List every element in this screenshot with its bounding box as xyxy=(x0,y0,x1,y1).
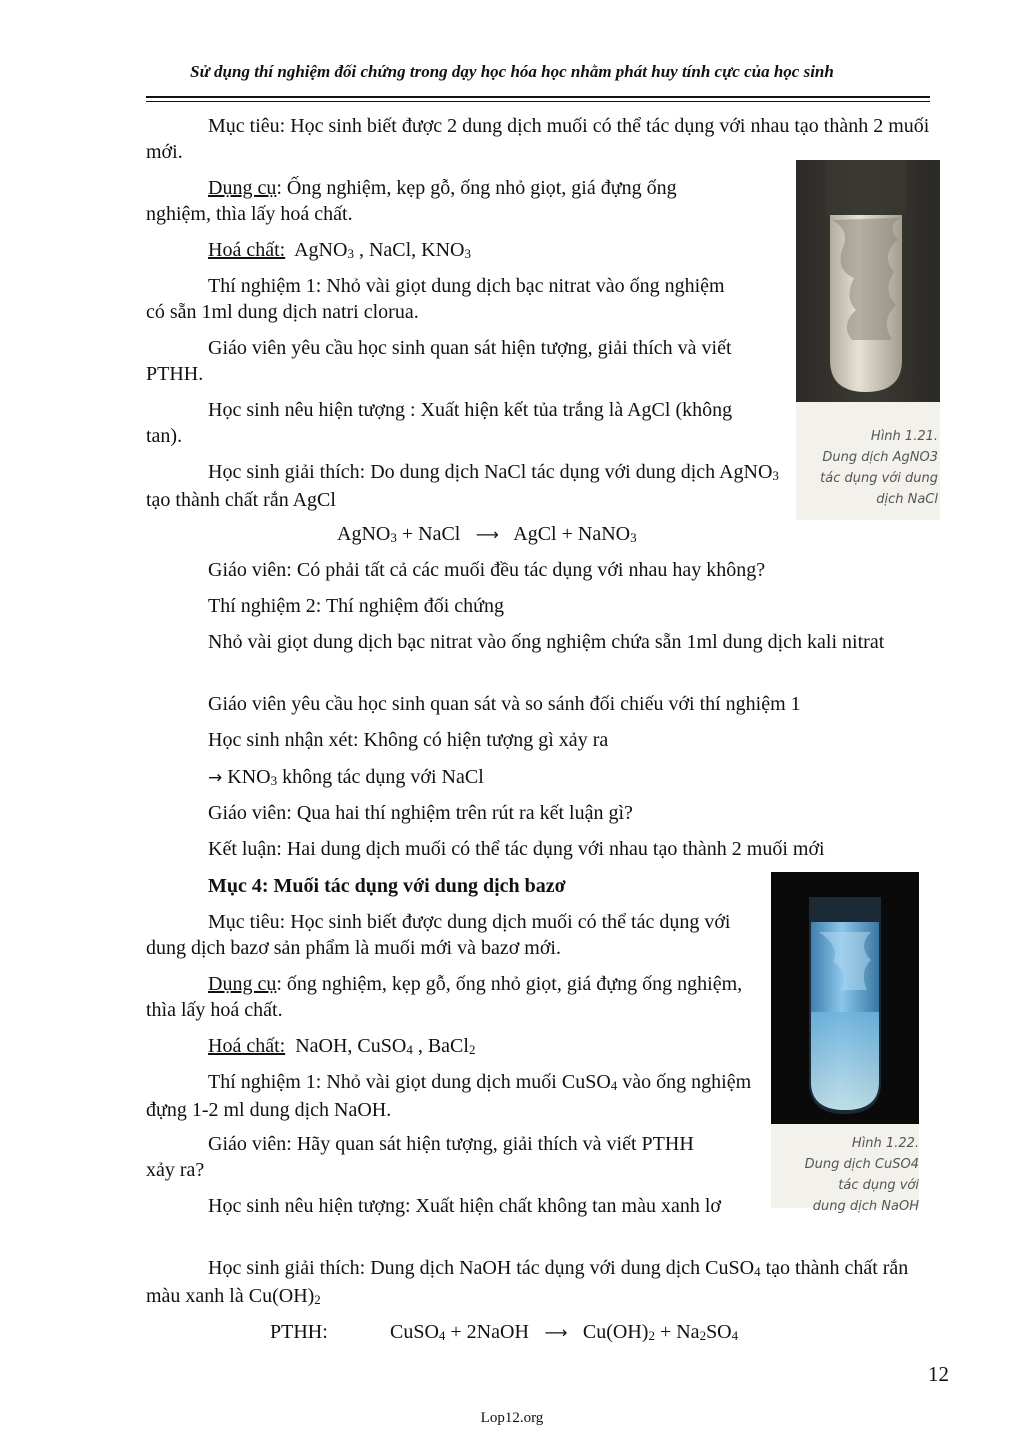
subscript: 4 xyxy=(754,1264,761,1279)
subscript: 3 xyxy=(630,530,637,545)
tools-text: : ống nghiệm, kẹp gỗ, ống nhỏ giọt, giá đựng ống nghiệm, thìa lấy hoá chất. xyxy=(146,973,743,1021)
page-number: 12 xyxy=(928,1362,949,1386)
subscript: 3 xyxy=(464,246,471,261)
reaction-arrow: ⟶ xyxy=(475,525,499,544)
caption-line: Hình 1.21. xyxy=(870,429,938,444)
explanation-text: Học sinh giải thích: Dung dịch NaOH tác dụng với dung dịch CuSO xyxy=(208,1257,755,1279)
tools-text: : Ống nghiệm, kẹp gỗ, ống nhỏ giọt, giá đựng ống nghiệm, thìa lấy hoá chất. xyxy=(146,177,677,225)
equation-2 xyxy=(390,1319,738,1347)
reactant: + NaCl xyxy=(396,523,461,545)
header-rule xyxy=(146,96,930,98)
objective-paragraph: Mục tiêu: Học sinh biết được 2 dung dịch muối có thể tác dụng với nhau tạo thành 2 muối mới. xyxy=(146,115,930,163)
reactant: AgNO xyxy=(337,523,391,545)
tools-paragraph xyxy=(146,175,746,227)
subscript: 3 xyxy=(772,468,779,483)
subscript: 2 xyxy=(468,1042,476,1057)
experiment2-title: Thí nghiệm 2: Thí nghiệm đối chứng xyxy=(208,595,504,617)
tools-label: Dụng cụ xyxy=(208,177,277,199)
experiment-text-end: vào ống nghiệm đựng 1-2 ml dung dịch NaOH. xyxy=(146,1071,752,1121)
caption-line: Dung dịch CuSO4 xyxy=(804,1157,919,1172)
experiment2-description: Nhỏ vài giọt dung dịch bạc nitrat vào ống nghiệm chứa sẵn 1ml dung dịch kali nitrat xyxy=(208,631,885,653)
tools-label: Dụng cụ xyxy=(208,973,277,995)
product: AgCl + NaNO xyxy=(513,523,631,545)
subscript: 4 xyxy=(610,1078,618,1093)
tools-paragraph-2 xyxy=(146,971,746,1023)
student-explanation-paragraph xyxy=(146,459,786,513)
subscript: 4 xyxy=(438,1328,446,1343)
student-remark-paragraph: Học sinh nhận xét: Không có hiện tượng gì xảy ra xyxy=(208,729,609,751)
student-observation-paragraph-2: Học sinh nêu hiện tượng: Xuất hiện chất không tan màu xanh lơ xyxy=(208,1195,721,1217)
equation-label: PTHH: xyxy=(270,1321,328,1343)
explanation-text-end: tạo thành chất rắn AgCl xyxy=(146,489,336,511)
product: SO xyxy=(706,1321,732,1343)
equation-1 xyxy=(337,521,637,549)
chemicals-label: Hoá chất: xyxy=(208,239,286,261)
result-text: KNO xyxy=(222,766,271,788)
experiment1-paragraph: Thí nghiệm 1: Nhỏ vài giọt dung dịch bạc nitrat vào ống nghiệm có sẵn 1ml dung dịch natri clorua. xyxy=(146,275,725,323)
conclusion-paragraph: Kết luận: Hai dung dịch muối có thể tác dụng với nhau tạo thành 2 muối mới xyxy=(208,838,825,860)
experiment1-paragraph-2 xyxy=(146,1069,756,1123)
caption-line: tác dụng với dung xyxy=(820,471,938,486)
subscript: 2 xyxy=(314,1292,321,1307)
explanation-text: Học sinh giải thích: Do dung dịch NaCl tác dụng với dung dịch AgNO xyxy=(208,461,773,483)
caption-line: Dung dịch AgNO3 xyxy=(822,450,938,465)
teacher-question-paragraph: Giáo viên: Có phải tất cả các muối đều tác dụng với nhau hay không? xyxy=(208,559,766,581)
teacher-request-paragraph-2: Giáo viên: Hãy quan sát hiện tượng, giải thích và viết PTHH xảy ra? xyxy=(146,1133,694,1181)
subscript: 4 xyxy=(406,1042,413,1057)
teacher-request-paragraph: Giáo viên yêu cầu học sinh quan sát hiện tượng, giải thích và viết PTHH. xyxy=(146,337,732,385)
chemicals-paragraph-2 xyxy=(146,1033,746,1061)
caption-line: Hình 1.22. xyxy=(851,1136,919,1151)
chem-agno3: AgNO xyxy=(294,239,348,261)
subscript: 3 xyxy=(270,773,278,788)
running-header: Sử dụng thí nghiệm đối chứng trong dạy học hóa học nhằm phát huy tính cực của học sinh xyxy=(190,62,834,81)
subscript: 4 xyxy=(731,1328,739,1343)
header-rule-thin xyxy=(146,101,930,102)
result-arrow: → xyxy=(208,768,223,788)
section-heading: Mục 4: Muối tác dụng với dung dịch bazơ xyxy=(208,875,566,897)
reactant: CuSO xyxy=(390,1321,439,1343)
caption-line: dung dịch NaOH xyxy=(812,1199,919,1214)
chem-list-end: , BaCl xyxy=(412,1035,469,1057)
result-paragraph xyxy=(146,764,952,792)
reaction-arrow: ⟶ xyxy=(544,1323,568,1342)
caption-line: tác dụng với xyxy=(838,1178,919,1193)
figure-1-caption xyxy=(796,426,938,510)
product: + Na xyxy=(654,1321,700,1343)
teacher-conclusion-question: Giáo viên: Qua hai thí nghiệm trên rút ra kết luận gì? xyxy=(208,802,633,824)
subscript: 3 xyxy=(390,530,397,545)
objective-paragraph-2: Mục tiêu: Học sinh biết được dung dịch muối có thể tác dụng với dung dịch bazơ sản phẩm là muối mới và bazơ mới. xyxy=(146,911,731,959)
result-text-end: không tác dụng với NaCl xyxy=(277,766,484,788)
reactant: + 2NaOH xyxy=(445,1321,529,1343)
subscript: 2 xyxy=(648,1328,655,1343)
chem-list: NaOH, CuSO xyxy=(295,1035,407,1057)
chem-list: , NaCl, KNO xyxy=(358,239,465,261)
chemicals-label: Hoá chất: xyxy=(208,1035,286,1057)
teacher-compare-paragraph: Giáo viên yêu cầu học sinh quan sát và so sánh đối chiếu với thí nghiệm 1 xyxy=(208,693,801,715)
subscript: 2 xyxy=(699,1328,707,1343)
chemicals-paragraph xyxy=(146,237,746,265)
footer-source: Lop12.org xyxy=(480,1410,544,1426)
figure-2-caption xyxy=(771,1133,919,1217)
product: Cu(OH) xyxy=(582,1321,649,1343)
subscript: 3 xyxy=(347,246,354,261)
caption-line: dịch NaCl xyxy=(876,492,938,507)
student-explanation-paragraph-2 xyxy=(146,1255,926,1311)
experiment-text: Thí nghiệm 1: Nhỏ vài giọt dung dịch muối CuSO xyxy=(208,1071,611,1093)
explanation-text-end: tạo thành chất rắn màu xanh là Cu(OH) xyxy=(146,1257,909,1307)
student-observation-paragraph: Học sinh nêu hiện tượng : Xuất hiện kết tủa trắng là AgCl (không tan). xyxy=(146,399,733,447)
